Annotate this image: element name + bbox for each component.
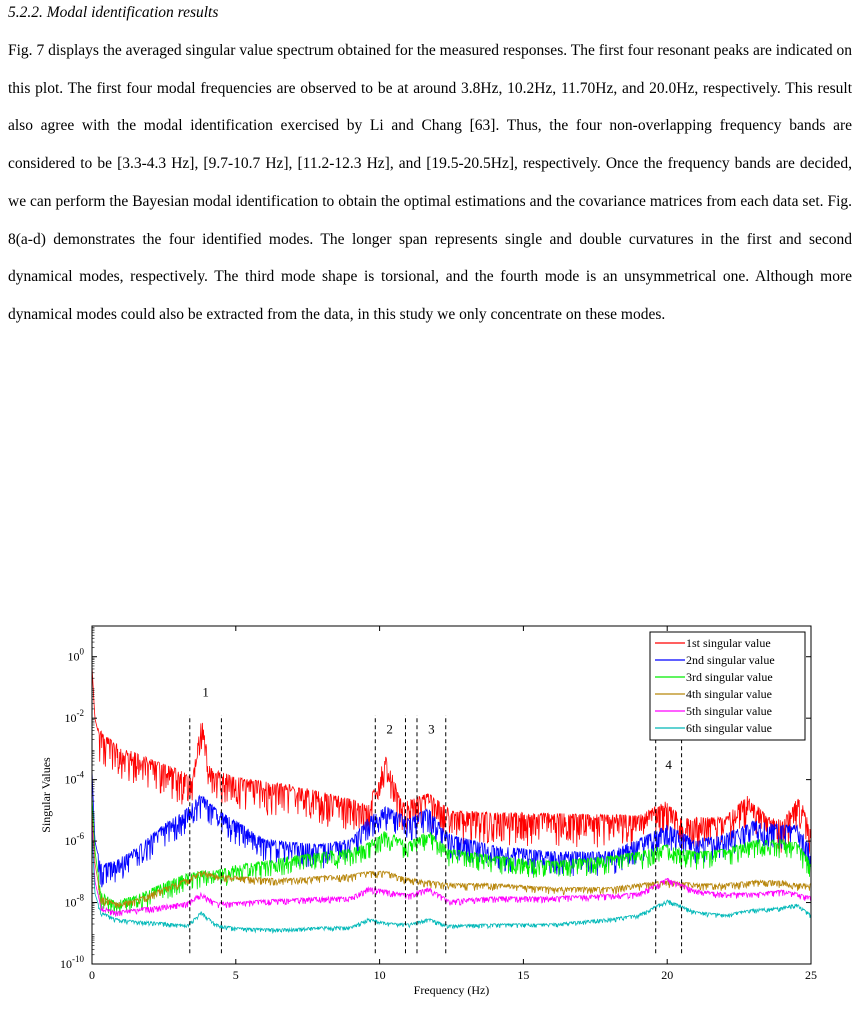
y-tick-label: $10^0$ (67, 646, 84, 664)
legend (650, 632, 805, 740)
y-tick-label: $10^{-6}$ (64, 831, 84, 849)
y-tick-label: $10^{-4}$ (64, 769, 84, 787)
x-tick-label: 15 (517, 968, 530, 982)
x-tick-label: 25 (805, 968, 817, 982)
legend-label-6: 6th singular value (686, 721, 772, 735)
peak-label-3: 3 (428, 721, 435, 737)
legend-label-4: 4th singular value (686, 687, 772, 701)
peak-label-1: 1 (202, 684, 209, 700)
legend-label-5: 5th singular value (686, 704, 772, 718)
y-tick-label: $10^{-10}$ (60, 954, 84, 971)
x-tick-label: 5 (232, 968, 239, 982)
x-tick-label: 10 (373, 968, 386, 982)
x-tick-label: 20 (661, 968, 674, 982)
legend-label-2: 2nd singular value (686, 653, 775, 667)
series-line-5 (92, 820, 811, 917)
peak-label-layer (202, 685, 672, 772)
peak-label-2: 2 (386, 721, 393, 737)
section-title: 5.2.2. Modal identification results (8, 4, 219, 21)
x-tick-label: 0 (89, 968, 95, 982)
y-axis-label: Singular Values (39, 757, 53, 833)
legend-label-3: 3rd singular value (686, 670, 773, 684)
singular-value-chart (0, 612, 862, 1011)
y-tick-label: $10^{-2}$ (64, 708, 84, 726)
series-line-2 (92, 770, 811, 887)
body-paragraph: Fig. 7 displays the averaged singular value spectrum obtained for the measured responses. The first four resonant peaks are indicated on this plot. The first four modal frequencies are observed to be at around 3.8Hz, 10.2Hz, 11.70Hz, and 20.0Hz, respectively. This result also agree with the modal identification exercised by Li and Chang [63]. Thus, the four non-overlapping frequency bands are considered to be [3.3-4.3 Hz], [9.7-10.7 Hz], [11.2-12.3 Hz], and [19.5-20.5Hz], respectively. Once the frequency bands are decided, we can perform the Bayesian modal identification to obtain the optimal estimations and the covariance matrices from each data set. Fig. 8(a-d) demonstrates the four identified modes. The longer span represents single and double curvatures in the first and second dynamical modes, respectively. The third mode shape is torsional, and the fourth mode is an unsymmetrical one. Although more dynamical modes could also be extracted from the data, in this study we only concentrate on these modes. (8, 42, 852, 323)
legend-label-1: 1st singular value (686, 636, 771, 650)
y-tick-label: $10^{-8}$ (64, 892, 84, 910)
peak-label-4: 4 (665, 756, 672, 772)
x-axis-label: Frequency (Hz) (413, 983, 490, 997)
